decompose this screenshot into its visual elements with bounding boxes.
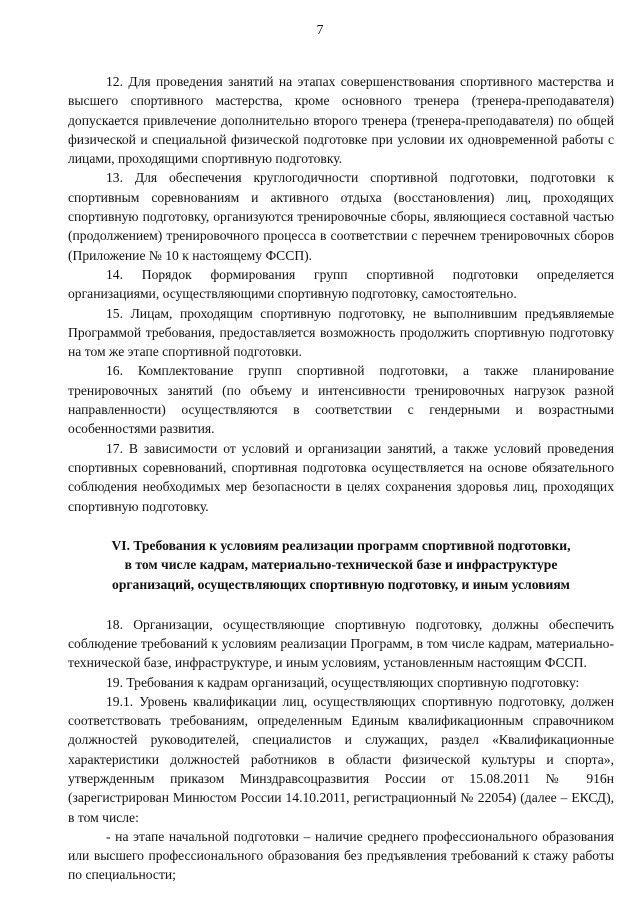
paragraph-14: 14. Порядок формирования групп спортивной подготовки определяется организациями, осуществляющими спортивную подготовку, самостоятельно. <box>68 266 614 302</box>
paragraph-13: 13. Для обеспечения круглогодичности спортивной подготовки, подготовки к спортивным соревнованиям и активного отдыха (восстановления) лиц, проходящих спортивную подготовку, организуются тренировочные сборы, являющиеся составной частью (продолжением) тренировочного процесса в соответствии с перечнем тренировочных сборов (Приложение № 10 к настоящему ФССП). <box>68 170 614 263</box>
paragraph-16: 16. Комплектование групп спортивной подготовки, а также планирование тренировочных занятий (по объему и интенсивности тренировочных нагрузок разной направленности) осуществляются в соответствии с гендерными и возрастными особенностями развития. <box>68 363 614 437</box>
paragraph-12: 12. Для проведения занятий на этапах совершенствования спортивного мастерства и высшего спортивного мастерства, кроме основного тренера (тренера-преподавателя) допускается привлечение дополнительно второго тренера (тренера-преподавателя) по общей физической и специальной физической подготовке при условии их одновременной работы с лицами, проходящими спортивную подготовку. <box>68 74 614 167</box>
section-heading <box>68 536 614 595</box>
section-heading-line-3: организаций, осуществляющих спортивную подготовку, и иным условиям <box>112 577 570 593</box>
section-heading-line-2: в том числе кадрам, материально-технической базе и инфраструктуре <box>124 557 558 573</box>
paragraph-17: 17. В зависимости от условий и организации занятий, а также условий проведения спортивных соревнований, спортивная подготовка осуществляется на основе обязательного соблюдения необходимых мер безопасности в целях сохранения здоровья лиц, проходящих спортивную подготовку. <box>68 440 614 514</box>
document-body <box>68 72 614 885</box>
paragraph-15: 15. Лицам, проходящим спортивную подготовку, не выполнившим предъявляемые Программой требования, предоставляется возможность продолжить спортивную подготовку на том же этапе спортивной подготовки. <box>68 305 614 360</box>
paragraph-18: 18. Организации, осуществляющие спортивную подготовку, должны обеспечить соблюдение требований к условиям реализации Программ, в том числе кадрам, материально-технической базе, инфраструктуре, и иным условиям, установленным настоящим ФССП. <box>68 616 614 671</box>
paragraph-19-1: 19.1. Уровень квалификации лиц, осуществляющих спортивную подготовку, должен соответствовать требованиям, определенным Единым квалификационным справочником должностей руководителей, специалистов и служащих, раздел «Квалификационные характеристики должностей работников в области физической культуры и спорта», утвержденным приказом Минздравсоцразвития России от 15.08.2011 № 916н (зарегистрирован Минюстом России 14.10.2011, регистрационный № 22054) (далее – ЕКСД), в том числе: <box>68 693 614 825</box>
page-number: 7 <box>316 22 324 37</box>
section-heading-line-1: VI. Требования к условиям реализации программ спортивной подготовки, <box>111 537 571 553</box>
paragraph-19: 19. Требования к кадрам организаций, осуществляющих спортивную подготовку: <box>106 674 580 690</box>
list-item-initial-stage: - на этапе начальной подготовки – наличие среднего профессионального образования или высшего профессионального образования без предъявления требований к стажу работы по специальности; <box>68 828 614 883</box>
